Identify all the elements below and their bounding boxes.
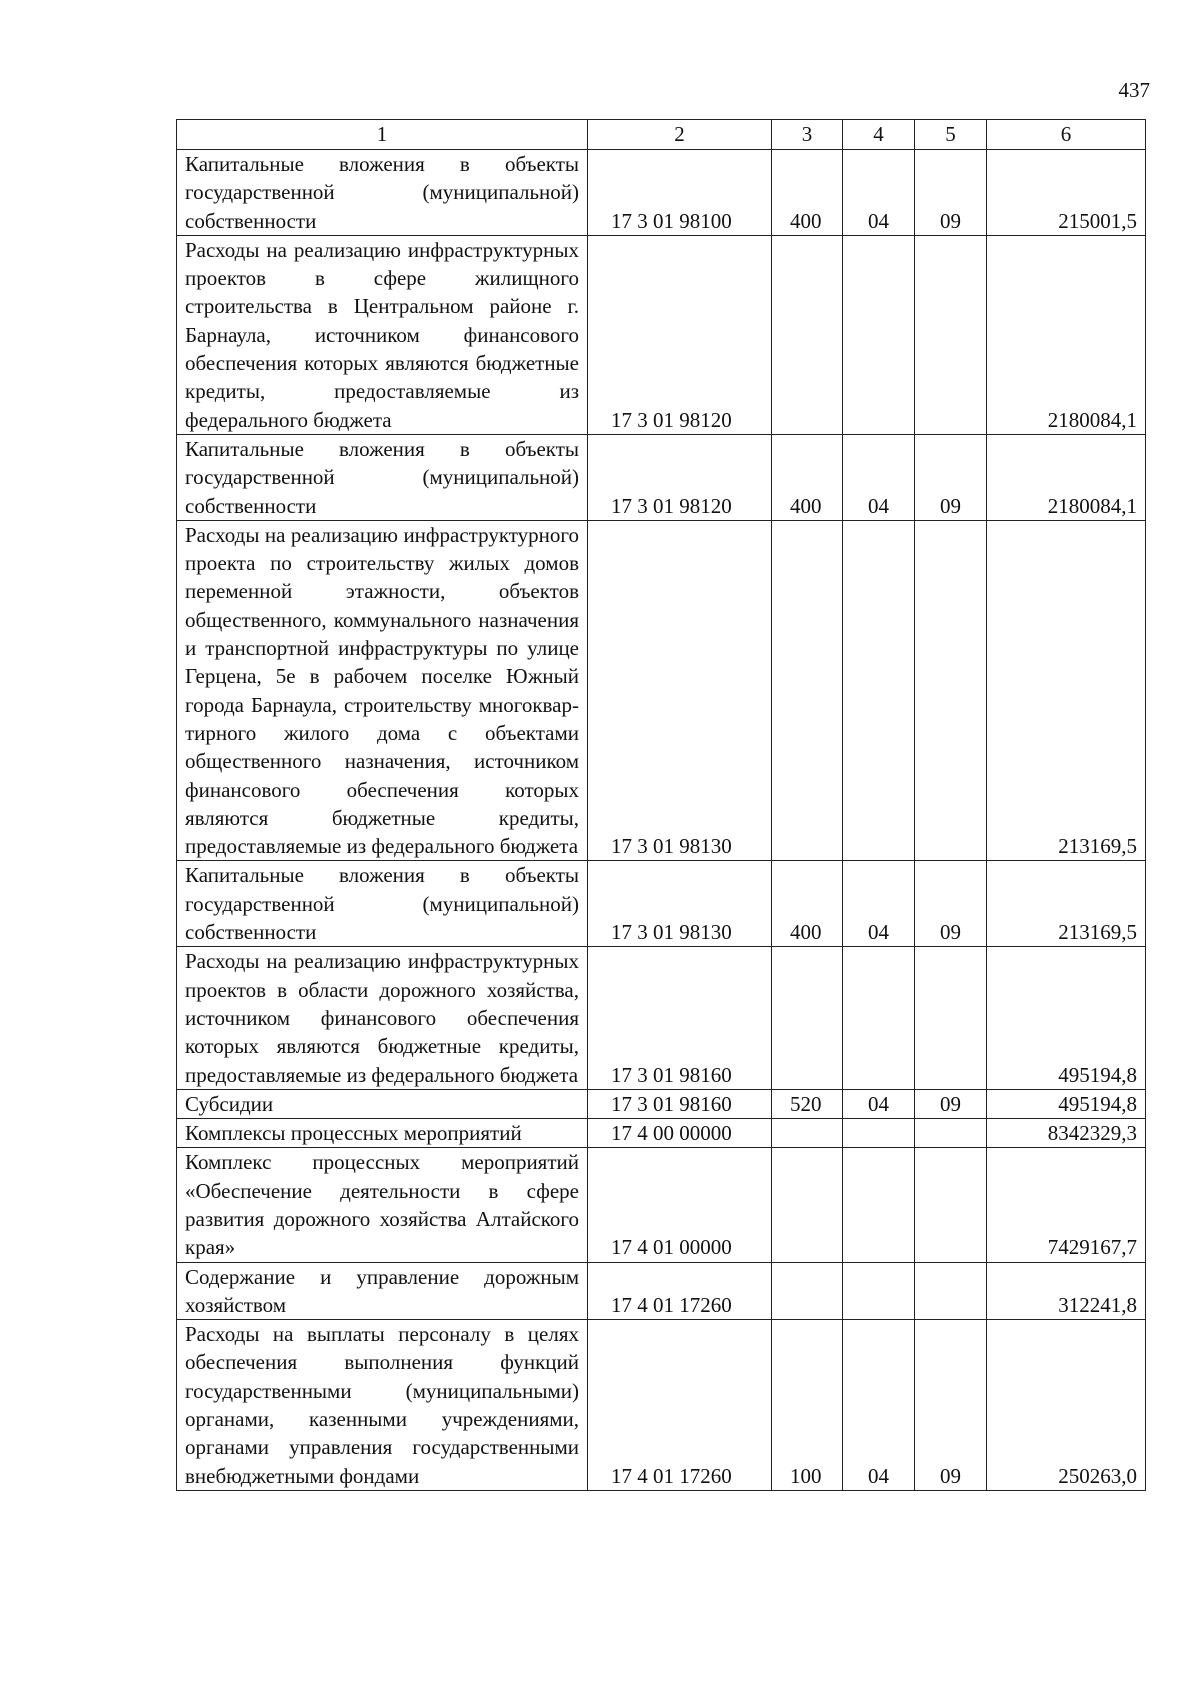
subsection-cell [915,947,987,1089]
header-cell: 2 [588,120,772,150]
expense-name-cell: Содержание и управление дорожным хозяйством [177,1262,588,1320]
expense-name-cell: Расходы на выплаты персоналу в целях обеспечения выполнения функций государственными (муниципальными) органами, казенными учреждениями, органами управления государственными внебюджетными фондами [177,1320,588,1491]
section-cell: 04 [843,1320,915,1491]
table-row [177,947,1146,1089]
amount-cell: 213169,5 [987,520,1146,861]
expense-type-cell [772,947,843,1089]
header-cell: 3 [772,120,843,150]
section-cell: 04 [843,434,915,520]
section-cell [843,1148,915,1262]
table-row [177,235,1146,434]
target-article-cell: 17 4 01 00000 [588,1148,772,1262]
target-article-cell: 17 3 01 98120 [588,235,772,434]
target-article-cell: 17 3 01 98160 [588,1089,772,1118]
target-article-cell: 17 4 00 00000 [588,1119,772,1148]
table-row [177,861,1146,947]
expense-name-cell: Капитальные вложения в объекты государственной (муниципальной) собственности [177,150,588,236]
expense-type-cell [772,1148,843,1262]
subsection-cell [915,1148,987,1262]
table-row [177,1320,1146,1491]
amount-cell: 250263,0 [987,1320,1146,1491]
amount-cell: 2180084,1 [987,434,1146,520]
section-cell [843,1119,915,1148]
expense-name-cell: Комплекс процессных мероприятий «Обеспечение деятельности в сфере развития дорожного хозяйства Алтайского края» [177,1148,588,1262]
subsection-cell [915,235,987,434]
subsection-cell [915,1262,987,1320]
subsection-cell: 09 [915,1089,987,1118]
amount-cell: 215001,5 [987,150,1146,236]
header-cell: 4 [843,120,915,150]
section-cell [843,947,915,1089]
expense-name-cell: Расходы на реализацию инфраструктурных проектов в области дорожного хозяйства, источником финансового обеспечения которых являются бюджетные кредиты, предоставляемые из федерального бюджета [177,947,588,1089]
section-cell: 04 [843,1089,915,1118]
table-row [177,434,1146,520]
target-article-cell: 17 3 01 98130 [588,520,772,861]
table-row [177,1262,1146,1320]
amount-cell: 495194,8 [987,947,1146,1089]
subsection-cell: 09 [915,434,987,520]
expense-type-cell [772,1119,843,1148]
table-row [177,1119,1146,1148]
table-row [177,520,1146,861]
amount-cell: 7429167,7 [987,1148,1146,1262]
expense-name-cell: Расходы на реализацию инфраструктурных проектов в сфере жилищного строительства в Центральном районе г. Барнаула, источником финансового обеспечения которых являются бюджетные кредиты, предоставляемые из федерального бюджета [177,235,588,434]
page-number: 437 [1118,78,1150,102]
header-cell: 6 [987,120,1146,150]
expense-type-cell: 400 [772,150,843,236]
section-cell [843,235,915,434]
expense-type-cell [772,235,843,434]
target-article-cell: 17 3 01 98120 [588,434,772,520]
amount-cell: 495194,8 [987,1089,1146,1118]
header-row [177,120,1146,150]
target-article-cell: 17 3 01 98160 [588,947,772,1089]
header-cell: 1 [177,120,588,150]
table-row [177,1089,1146,1118]
subsection-cell: 09 [915,1320,987,1491]
subsection-cell: 09 [915,150,987,236]
amount-cell: 213169,5 [987,861,1146,947]
target-article-cell: 17 4 01 17260 [588,1320,772,1491]
expense-type-cell: 520 [772,1089,843,1118]
amount-cell: 2180084,1 [987,235,1146,434]
section-cell [843,520,915,861]
table-row [177,150,1146,236]
expense-name-cell: Комплексы процессных мероприятий [177,1119,588,1148]
target-article-cell: 17 3 01 98100 [588,150,772,236]
subsection-cell [915,520,987,861]
expense-type-cell: 400 [772,434,843,520]
subsection-cell: 09 [915,861,987,947]
expense-type-cell [772,520,843,861]
target-article-cell: 17 4 01 17260 [588,1262,772,1320]
expense-type-cell: 100 [772,1320,843,1491]
expense-name-cell: Капитальные вложения в объекты государственной (муниципальной) собственности [177,861,588,947]
section-cell: 04 [843,150,915,236]
expense-type-cell: 400 [772,861,843,947]
expense-name-cell: Субсидии [177,1089,588,1118]
section-cell: 04 [843,861,915,947]
table-row [177,1148,1146,1262]
target-article-cell: 17 3 01 98130 [588,861,772,947]
subsection-cell [915,1119,987,1148]
expense-name-cell: Капитальные вложения в объекты государственной (муниципальной) собственности [177,434,588,520]
expense-name-cell: Расходы на реализацию инфраструктурного проекта по строительству жилых домов переменной этажности, объектов общественного, коммунального назначения и транспортной инфраструктуры по улице Герцена, 5е в рабочем поселке Южный города Барнаула, строительству многоквартирного жилого дома с объектами общественного назначения, источником финансового обеспечения которых являются бюджетные кредиты, предоставляемые из федерального бюджета [177,520,588,861]
amount-cell: 312241,8 [987,1262,1146,1320]
section-cell [843,1262,915,1320]
expense-type-cell [772,1262,843,1320]
header-cell: 5 [915,120,987,150]
amount-cell: 8342329,3 [987,1119,1146,1148]
budget-table [176,119,1146,1491]
